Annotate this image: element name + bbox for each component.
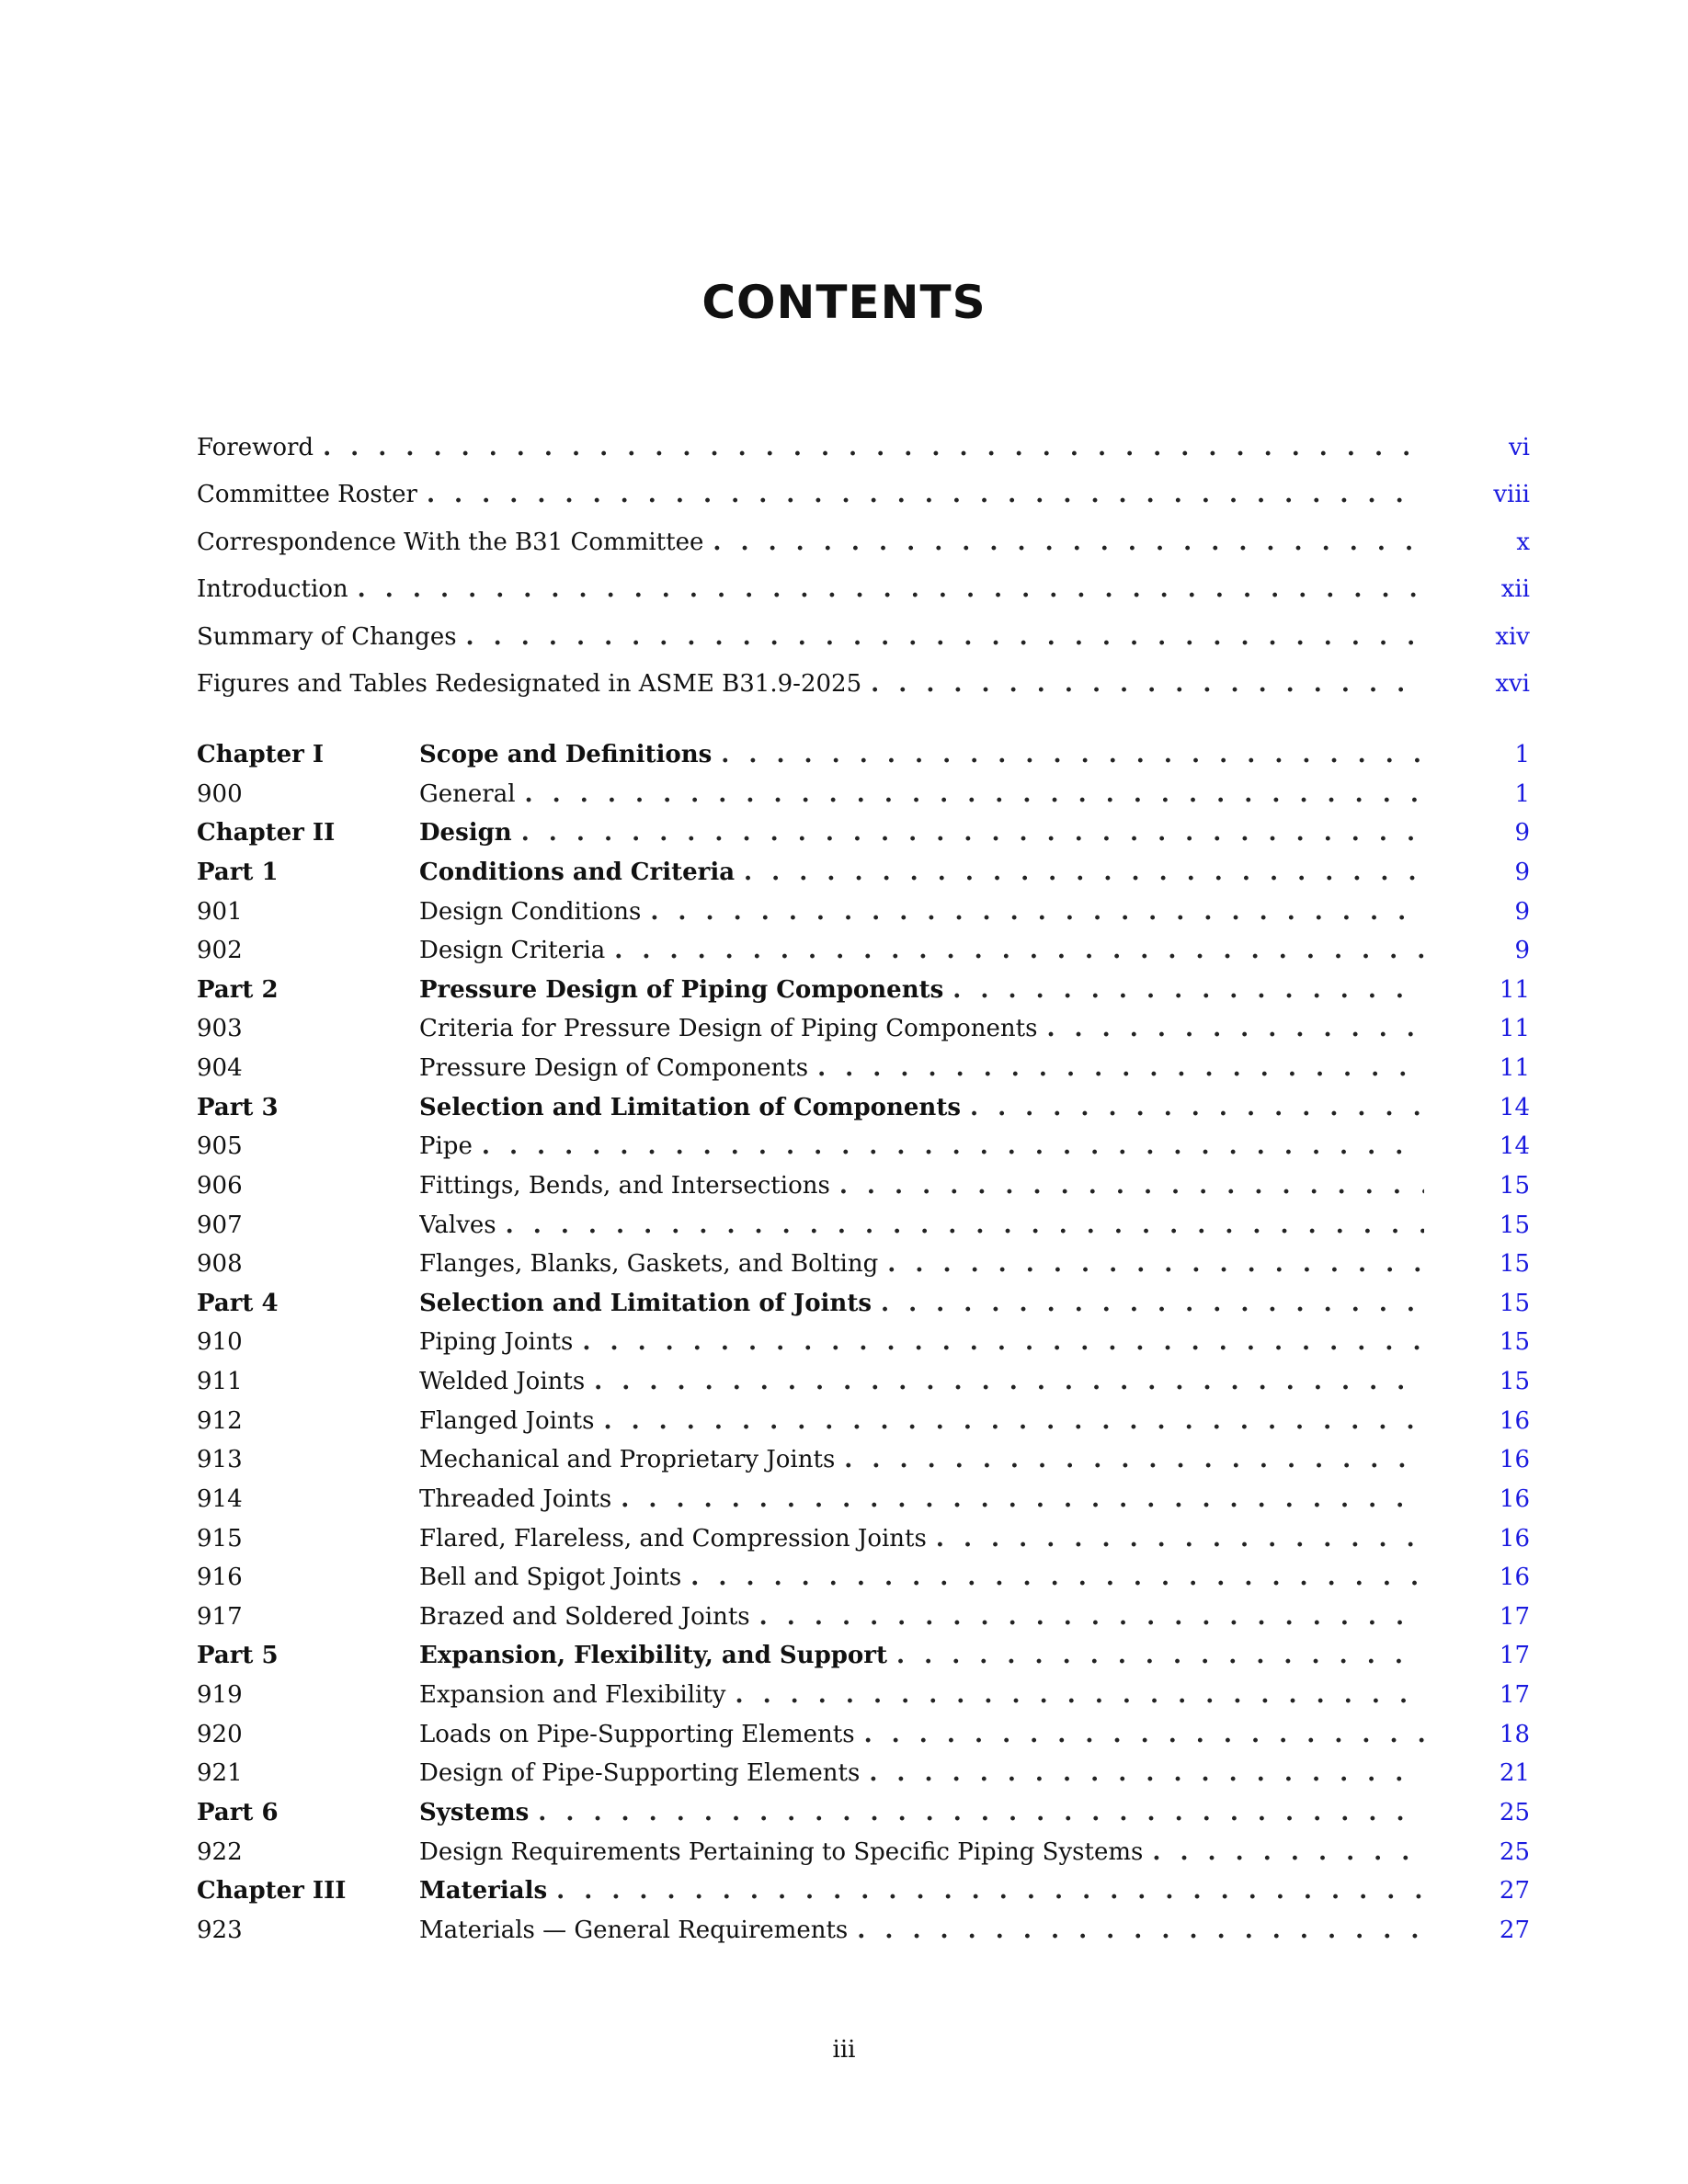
dot-leader	[506, 1206, 1424, 1246]
toc-entry-title-line	[419, 853, 1424, 893]
dot-leader	[721, 735, 1424, 775]
toc-section-entry[interactable]	[197, 1166, 1530, 1206]
page-link[interactable]: 17	[1499, 1642, 1530, 1670]
page-link[interactable]: 27	[1499, 1877, 1530, 1905]
page-link[interactable]: 1	[1514, 779, 1530, 808]
section-title[interactable]: Flared, Flareless, and Compression Joints	[419, 1524, 927, 1553]
toc-entry-title-line	[419, 1833, 1424, 1872]
section-title[interactable]: Pipe	[419, 1132, 473, 1161]
toc-entry-title-line	[419, 1362, 1424, 1402]
dot-leader	[323, 425, 1424, 472]
dot-leader	[817, 1049, 1424, 1088]
section-title[interactable]: Design	[419, 819, 512, 847]
dot-leader	[857, 1911, 1424, 1951]
section-number: 903	[197, 1015, 243, 1043]
dot-leader	[614, 931, 1424, 971]
section-title[interactable]: Systems	[419, 1798, 530, 1826]
toc-entry-title-line	[419, 1402, 1424, 1441]
section-title[interactable]: Welded Joints	[419, 1368, 586, 1395]
page-link[interactable]: 17	[1499, 1602, 1530, 1631]
section-number: 923	[197, 1916, 243, 1944]
page-link[interactable]: 9	[1514, 897, 1530, 926]
toc-entry-title-line	[419, 1009, 1424, 1049]
toc-heading-entry[interactable]	[197, 813, 1530, 853]
toc-entry[interactable]	[197, 566, 1530, 613]
page-link[interactable]: 11	[1499, 1015, 1530, 1043]
section-number: Part 1	[197, 858, 279, 886]
toc-entry-title-line	[419, 1911, 1424, 1951]
toc-entry[interactable]	[197, 614, 1530, 661]
toc-entry-title-line	[419, 1715, 1424, 1755]
section-title[interactable]: Materials — General Requirements	[419, 1916, 849, 1944]
section-title[interactable]: Design Criteria	[419, 937, 606, 965]
section-title[interactable]: Selection and Limitation of Components	[419, 1093, 961, 1121]
toc-entry-title-line	[197, 614, 1424, 661]
dot-leader	[482, 1127, 1424, 1166]
toc-section-entry[interactable]	[197, 1519, 1530, 1559]
toc-entry-title[interactable]: Summary of Changes	[197, 622, 457, 651]
section-title[interactable]: Pressure Design of Components	[419, 1054, 809, 1082]
page-link[interactable]: 15	[1499, 1368, 1530, 1395]
section-number: Chapter III	[197, 1877, 347, 1905]
dot-leader	[1152, 1833, 1424, 1872]
section-title[interactable]: Scope and Definitions	[419, 741, 713, 768]
toc-section-entry[interactable]	[197, 1911, 1530, 1951]
page-link[interactable]: 15	[1499, 1328, 1530, 1357]
dot-leader	[871, 661, 1424, 708]
toc-heading-entry[interactable]	[197, 1636, 1530, 1676]
toc-entry-title[interactable]: Committee Roster	[197, 481, 417, 509]
toc-section-entry[interactable]	[197, 775, 1530, 814]
toc-entry-title-line	[197, 661, 1424, 708]
toc-entry-title-line	[419, 1480, 1424, 1519]
toc-entry-title-line	[419, 1754, 1424, 1793]
toc-section-entry[interactable]	[197, 1598, 1530, 1637]
dot-leader	[427, 472, 1424, 518]
toc-entry-title-line	[419, 1440, 1424, 1480]
section-title[interactable]: Fittings, Bends, and Intersections	[419, 1171, 830, 1200]
toc-entry-title-line	[419, 813, 1424, 853]
page-link[interactable]: vi	[1508, 434, 1530, 461]
toc-entry-title-line	[419, 1323, 1424, 1362]
section-number: 914	[197, 1484, 243, 1513]
page-link[interactable]: 15	[1499, 1289, 1530, 1317]
toc-entry-title-line	[419, 1676, 1424, 1715]
section-number: Part 2	[197, 975, 279, 1004]
page-link[interactable]: x	[1516, 528, 1530, 556]
dot-leader	[538, 1793, 1424, 1833]
page-link[interactable]: 17	[1499, 1681, 1530, 1709]
page-link[interactable]: 9	[1514, 937, 1530, 965]
page-link[interactable]: 15	[1499, 1171, 1530, 1200]
toc-entry-title-line	[419, 1558, 1424, 1598]
section-title[interactable]: Flanges, Blanks, Gaskets, and Bolting	[419, 1250, 879, 1279]
toc-entry-title-line	[419, 1284, 1424, 1324]
section-number: 915	[197, 1524, 243, 1553]
toc-entry-title-line	[419, 1636, 1424, 1676]
toc-section-entry[interactable]	[197, 1127, 1530, 1166]
toc-entry-title-line	[419, 1127, 1424, 1166]
toc-heading-entry[interactable]	[197, 1871, 1530, 1911]
section-number: 916	[197, 1564, 243, 1592]
section-number: 902	[197, 937, 243, 965]
dot-leader	[735, 1676, 1424, 1715]
section-title[interactable]: General	[419, 779, 516, 808]
dot-leader	[970, 1088, 1424, 1128]
page-link[interactable]: 16	[1499, 1406, 1530, 1435]
toc-entry-title-line	[197, 425, 1424, 472]
dot-leader	[466, 614, 1424, 661]
section-number: 910	[197, 1328, 243, 1357]
toc-heading-entry[interactable]	[197, 1793, 1530, 1833]
section-number: 900	[197, 779, 243, 808]
toc-section-entry[interactable]	[197, 1715, 1530, 1755]
contents-list	[197, 735, 1530, 1950]
page-link[interactable]: xii	[1500, 575, 1530, 604]
page-link[interactable]: 9	[1514, 858, 1530, 886]
toc-section-entry[interactable]	[197, 1402, 1530, 1441]
dot-leader	[864, 1715, 1424, 1755]
page-link[interactable]: 16	[1499, 1446, 1530, 1474]
section-title[interactable]: Valves	[419, 1211, 496, 1239]
toc-entry-title-line	[419, 1088, 1424, 1128]
section-number: 911	[197, 1368, 243, 1395]
section-title[interactable]: Design Requirements Pertaining to Specific Piping Systems	[419, 1837, 1144, 1866]
toc-heading-entry[interactable]	[197, 735, 1530, 775]
toc-entry-title-line	[419, 775, 1424, 814]
toc-entry-title-line	[197, 472, 1424, 518]
toc-section-entry[interactable]	[197, 1833, 1530, 1872]
dot-leader	[582, 1323, 1424, 1362]
toc-entry-title-line	[419, 1049, 1424, 1088]
dot-leader	[556, 1871, 1424, 1911]
section-title[interactable]: Materials	[419, 1877, 548, 1905]
page-link[interactable]: 14	[1499, 1132, 1530, 1161]
toc-entry-title-line	[419, 971, 1424, 1010]
page-link[interactable]: viii	[1493, 481, 1530, 509]
toc-section-entry[interactable]	[197, 893, 1530, 932]
dot-leader	[521, 813, 1424, 853]
section-number: 906	[197, 1171, 243, 1200]
dot-leader	[744, 853, 1424, 893]
page-link[interactable]: 15	[1499, 1211, 1530, 1239]
section-title[interactable]: Design of Pipe-Supporting Elements	[419, 1759, 861, 1788]
page-link[interactable]: xvi	[1495, 669, 1530, 698]
toc-section-entry[interactable]	[197, 1323, 1530, 1362]
page-link[interactable]: 18	[1499, 1720, 1530, 1748]
page-link[interactable]: xiv	[1495, 622, 1530, 651]
page-title: CONTENTS	[701, 276, 987, 329]
section-number: 901	[197, 897, 243, 926]
section-number: Part 3	[197, 1093, 279, 1121]
toc-entry-title[interactable]: Correspondence With the B31 Committee	[197, 528, 704, 556]
dot-leader	[869, 1754, 1424, 1793]
dot-leader	[936, 1519, 1424, 1559]
toc-entry-title-line	[419, 1206, 1424, 1246]
page-link[interactable]: 16	[1499, 1524, 1530, 1553]
toc-section-entry[interactable]	[197, 1206, 1530, 1246]
dot-leader	[525, 775, 1424, 814]
toc-heading-entry[interactable]	[197, 971, 1530, 1010]
toc-entry-title[interactable]: Figures and Tables Redesignated in ASME B31.9-2025	[197, 669, 862, 698]
section-number: Part 5	[197, 1642, 279, 1670]
toc-entry[interactable]	[197, 425, 1530, 472]
toc-section-entry[interactable]	[197, 1009, 1530, 1049]
toc-entry-title-line	[419, 1245, 1424, 1284]
dot-leader	[839, 1166, 1424, 1206]
toc-heading-entry[interactable]	[197, 853, 1530, 893]
page-link[interactable]: 11	[1499, 1054, 1530, 1082]
page-link[interactable]: 27	[1499, 1916, 1530, 1944]
toc-entry-title-line	[419, 1598, 1424, 1637]
toc-entry-title-line	[419, 1793, 1424, 1833]
section-number: 904	[197, 1054, 243, 1082]
toc-entry-title-line	[197, 519, 1424, 566]
dot-leader	[650, 893, 1424, 932]
section-number: 908	[197, 1250, 243, 1279]
page-link[interactable]: 9	[1514, 819, 1530, 847]
section-title[interactable]: Expansion, Flexibility, and Support	[419, 1642, 887, 1670]
section-number: 922	[197, 1837, 243, 1866]
dot-leader	[896, 1636, 1424, 1676]
toc-section-entry[interactable]	[197, 1676, 1530, 1715]
toc-entry-title-line	[419, 1519, 1424, 1559]
toc-entry[interactable]	[197, 519, 1530, 566]
toc-section-entry[interactable]	[197, 1480, 1530, 1519]
section-number: Chapter I	[197, 741, 325, 768]
dot-leader	[887, 1245, 1424, 1284]
section-title[interactable]: Expansion and Flexibility	[419, 1681, 726, 1709]
toc-section-entry[interactable]	[197, 931, 1530, 971]
toc-entry[interactable]	[197, 472, 1530, 518]
page-link[interactable]: 15	[1499, 1250, 1530, 1279]
toc-entry-title-line	[419, 893, 1424, 932]
toc-heading-entry[interactable]	[197, 1284, 1530, 1324]
toc-section-entry[interactable]	[197, 1558, 1530, 1598]
section-title[interactable]: Selection and Limitation of Joints	[419, 1289, 872, 1317]
dot-leader	[881, 1284, 1424, 1324]
section-number: 919	[197, 1681, 243, 1709]
section-number: 905	[197, 1132, 243, 1161]
toc-entry-title[interactable]: Foreword	[197, 434, 314, 461]
toc-heading-entry[interactable]	[197, 1088, 1530, 1128]
section-number: Part 4	[197, 1289, 279, 1317]
page-link[interactable]: 11	[1499, 975, 1530, 1004]
section-number: 912	[197, 1406, 243, 1435]
page-link[interactable]: 16	[1499, 1484, 1530, 1513]
page-link[interactable]: 16	[1499, 1564, 1530, 1592]
section-number: 913	[197, 1446, 243, 1474]
section-title[interactable]: Conditions and Criteria	[419, 858, 736, 886]
dot-leader	[690, 1558, 1424, 1598]
dot-leader	[844, 1440, 1424, 1480]
section-title[interactable]: Mechanical and Proprietary Joints	[419, 1446, 836, 1474]
toc-section-entry[interactable]	[197, 1362, 1530, 1402]
toc-section-entry[interactable]	[197, 1245, 1530, 1284]
toc-entry-title-line	[197, 566, 1424, 613]
section-number: Part 6	[197, 1798, 279, 1826]
page-link[interactable]: 25	[1499, 1837, 1530, 1866]
toc-entry-title-line	[419, 735, 1424, 775]
section-number: 920	[197, 1720, 243, 1748]
section-number: 907	[197, 1211, 243, 1239]
page-link[interactable]: 21	[1499, 1759, 1530, 1788]
dot-leader	[621, 1480, 1424, 1519]
section-title[interactable]: Design Conditions	[419, 897, 642, 926]
dot-leader	[1046, 1009, 1424, 1049]
dot-leader	[358, 566, 1424, 613]
page-link[interactable]: 1	[1514, 741, 1530, 768]
dot-leader	[603, 1402, 1424, 1441]
section-title[interactable]: Loads on Pipe-Supporting Elements	[419, 1720, 855, 1748]
toc-section-entry[interactable]	[197, 1049, 1530, 1088]
toc-entry-title-line	[419, 1166, 1424, 1206]
toc-section-entry[interactable]	[197, 1754, 1530, 1793]
toc-section-entry[interactable]	[197, 1440, 1530, 1480]
toc-entry-title-line	[419, 1871, 1424, 1911]
section-title[interactable]: Brazed and Soldered Joints	[419, 1602, 750, 1631]
section-number: 921	[197, 1759, 243, 1788]
section-number: 917	[197, 1602, 243, 1631]
toc-entry[interactable]	[197, 661, 1530, 708]
section-title[interactable]: Criteria for Pressure Design of Piping Components	[419, 1015, 1038, 1043]
toc-entry-title[interactable]: Introduction	[197, 575, 348, 604]
page-number: iii	[832, 2036, 856, 2064]
dot-leader	[952, 971, 1424, 1010]
dot-leader	[713, 519, 1424, 566]
section-title[interactable]: Bell and Spigot Joints	[419, 1564, 682, 1592]
section-title[interactable]: Pressure Design of Piping Components	[419, 975, 944, 1004]
section-title[interactable]: Threaded Joints	[419, 1484, 612, 1513]
dot-leader	[759, 1598, 1424, 1637]
section-title[interactable]: Piping Joints	[419, 1328, 574, 1357]
front-matter-list	[197, 425, 1530, 708]
section-title[interactable]: Flanged Joints	[419, 1406, 595, 1435]
dot-leader	[594, 1362, 1424, 1402]
page-link[interactable]: 14	[1499, 1093, 1530, 1121]
toc-entry-title-line	[419, 931, 1424, 971]
section-number: Chapter II	[197, 819, 336, 847]
page-link[interactable]: 25	[1499, 1798, 1530, 1826]
